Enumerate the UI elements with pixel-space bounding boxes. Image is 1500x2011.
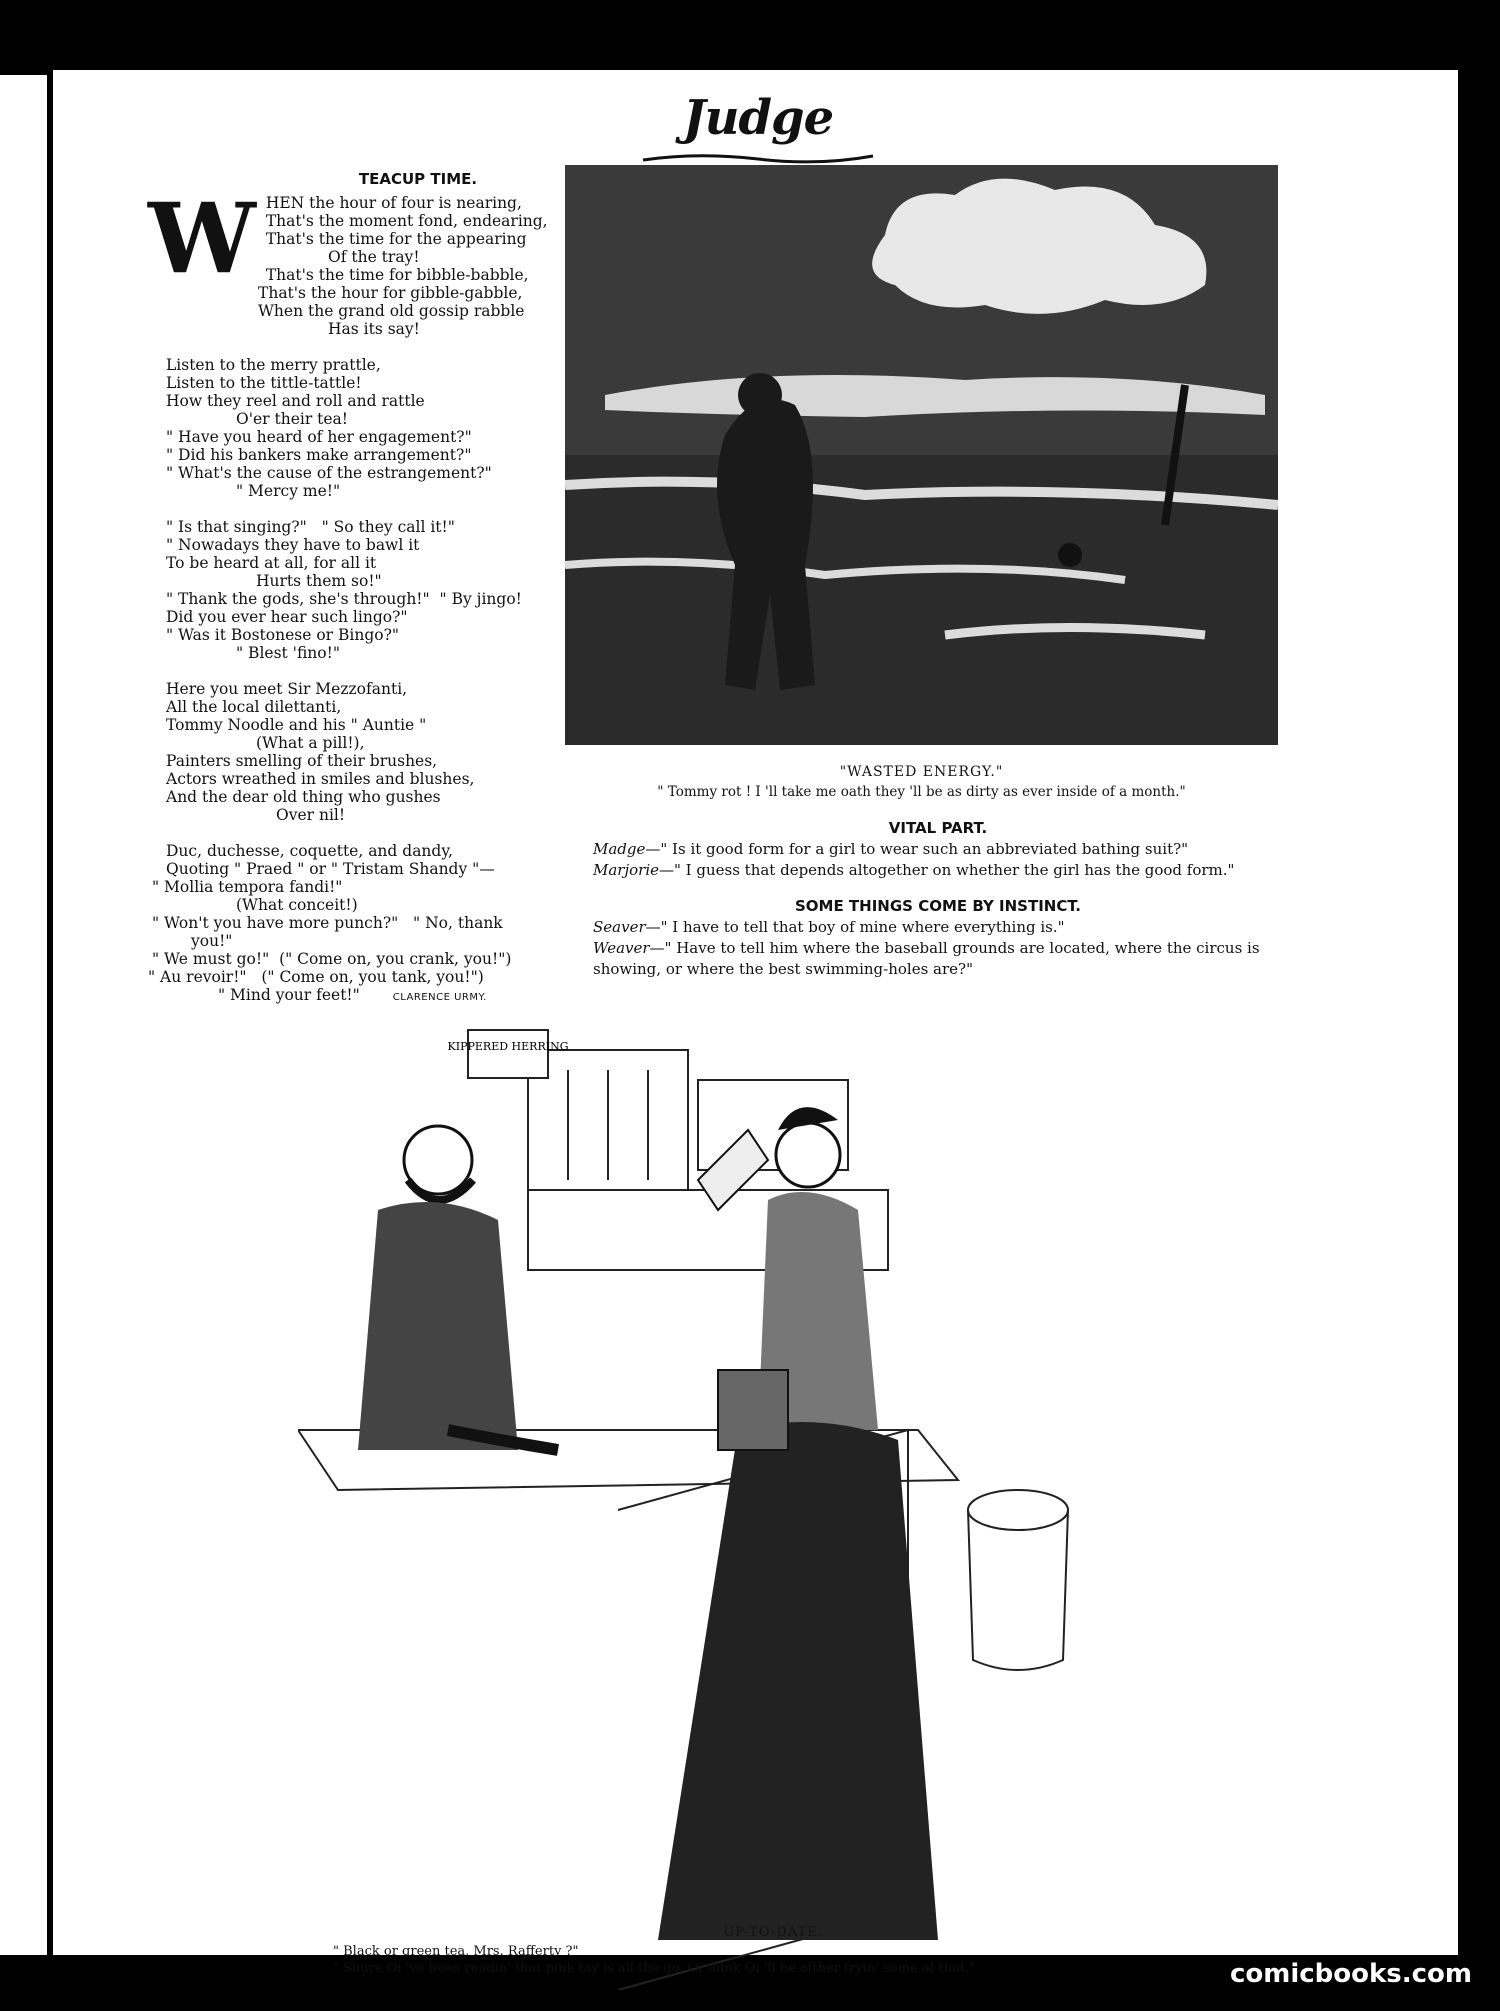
poem-stanza-1 [148, 182, 598, 338]
poem-line: " Have you heard of her engagement?" [166, 428, 472, 446]
poem-line: That's the moment fond, endearing, [265, 212, 548, 230]
drop-cap: W [148, 182, 256, 295]
poem-line: Has its say! [328, 320, 420, 338]
poem-line: " Au revoir!" (" Come on, you tank, you!") [148, 968, 484, 986]
joke1-title: VITAL PART. [888, 819, 988, 837]
poem-line: O'er their tea! [236, 410, 349, 428]
speaker-name: Seaver— [593, 918, 661, 936]
poem-line: Did you ever hear such lingo?" [166, 608, 408, 626]
left-page-edge [0, 75, 47, 1955]
store-sign-text: KIPPERED HERRING [447, 1040, 569, 1053]
poem-line: " Nowadays they have to bawl it [166, 536, 420, 554]
cartoon2-title: UP-TO-DATE. [723, 1925, 823, 1940]
poem-line: " Mind your feet!" [218, 986, 360, 1004]
poem-line: All the local dilettanti, [166, 698, 342, 716]
cartoon2-caption [333, 1943, 1233, 1977]
joke1-line [593, 860, 1283, 881]
poem-line: " Was it Bostonese or Bingo?" [166, 626, 400, 644]
poem-line: Over nil! [276, 806, 346, 824]
poem-title: TEACUP TIME. [358, 170, 478, 188]
poem-line: HEN the hour of four is nearing, [265, 194, 522, 212]
poem-line: Duc, duchesse, coquette, and dandy, [166, 842, 453, 860]
poem-line: Quoting " Praed " or " Tristam Shandy "— [166, 860, 495, 878]
masthead-swash [638, 150, 878, 166]
poem-line: Listen to the tittle-tattle! [166, 374, 362, 392]
cartoon1-title: "WASTED ENERGY." [839, 764, 1004, 780]
poem-line: When the grand old gossip rabble [258, 302, 525, 320]
dialogue-text: " I have to tell that boy of mine where everything is." [660, 918, 1065, 936]
poem-line: And the dear old thing who gushes [166, 788, 441, 806]
poem-line: That's the hour for gibble-gabble, [258, 284, 523, 302]
dialogue-text: " I guess that depends altogether on whether the girl has the good form." [674, 861, 1235, 879]
poem-line: Listen to the merry prattle, [166, 356, 381, 374]
poem-line: Here you meet Sir Mezzofanti, [166, 680, 408, 698]
cartoon1-caption: " Tommy rot ! I 'll take me oath they 'll be as dirty as ever inside of a month." [657, 784, 1186, 800]
speaker-name: Weaver— [593, 939, 665, 957]
poem-teacup-time [148, 170, 598, 1007]
wasted-energy-cartoon [565, 165, 1278, 745]
poem-line: (What conceit!) [236, 896, 358, 914]
joke2-title: SOME THINGS COME BY INSTINCT. [794, 897, 1082, 915]
poem-line: " What's the cause of the estrangement?" [166, 464, 492, 482]
joke2-line [593, 938, 1283, 980]
joke1-line [593, 839, 1283, 860]
poem-last-line [166, 986, 598, 1007]
poem-line: Tommy Noodle and his " Auntie " [166, 716, 427, 734]
poem-line: To be heard at all, for all it [166, 554, 377, 572]
caption-line: " Shure Oi 've been readin' that pink tay is all the go. Oi think Oi 'll be afther tryin' some of that." [333, 1961, 976, 1976]
poem-line: you!" [191, 932, 233, 950]
poem-line: " Mercy me!" [236, 482, 341, 500]
joke-instinct [593, 896, 1283, 980]
poem-line: (What a pill!), [256, 734, 365, 752]
poem-line: Actors wreathed in smiles and blushes, [166, 770, 475, 788]
poem-line: Of the tray! [328, 248, 420, 266]
poem-stanza-5 [148, 842, 598, 1007]
dialogue-text: " Have to tell him where the baseball grounds are located, where the circus is showing, or where the best swimming-holes are?" [593, 939, 1260, 978]
caption-line: " Black or green tea, Mrs. Rafferty ?" [333, 1944, 579, 1959]
dialogue-text: " Is it good form for a girl to wear such an abbreviated bathing suit?" [660, 840, 1189, 858]
poem-stanza-2 [166, 356, 598, 500]
poem-line: " Mollia tempora fandi!" [152, 878, 343, 896]
joke-vital-part [593, 818, 1283, 881]
poem-line: That's the time for bibble-babble, [265, 266, 529, 284]
poem-line: " Blest 'fino!" [236, 644, 340, 662]
site-watermark: comicbooks.com [1229, 1959, 1472, 1989]
poem-line: " Did his bankers make arrangement?" [166, 446, 472, 464]
joke2-line [593, 917, 1283, 938]
poem-line: That's the time for the appearing [265, 230, 527, 248]
speaker-name: Madge— [593, 840, 661, 858]
up-to-date-cartoon [298, 1010, 1178, 1990]
poem-line: How they reel and roll and rattle [166, 392, 425, 410]
poem-author: CLARENCE URMY. [392, 992, 487, 1003]
poem-stanza-3 [166, 518, 598, 662]
poem-line: " Is that singing?" " So they call it!" [166, 518, 455, 536]
poem-line: " Thank the gods, she's through!" " By jingo! [166, 590, 522, 608]
poem-line: Painters smelling of their brushes, [166, 752, 438, 770]
poem-line: " Won't you have more punch?" " No, thank [152, 914, 503, 932]
poem-stanza-4 [166, 680, 598, 824]
masthead-title: Judge [682, 90, 834, 146]
speaker-name: Marjorie— [593, 861, 674, 879]
poem-line: " We must go!" (" Come on, you crank, you!") [152, 950, 512, 968]
poem-line: Hurts them so!" [256, 572, 382, 590]
